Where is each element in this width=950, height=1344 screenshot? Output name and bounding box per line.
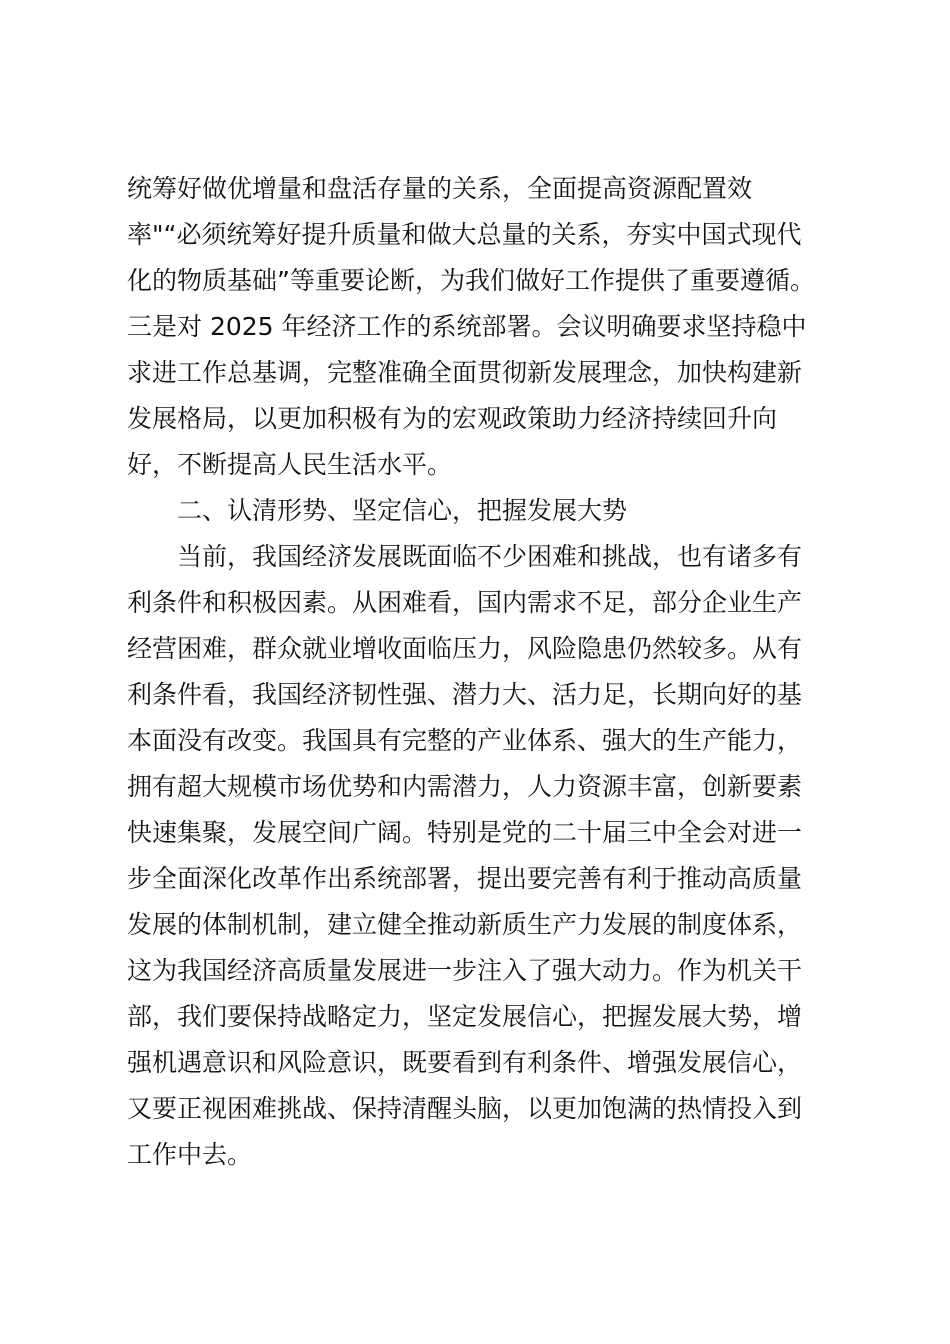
text-line: 部，我们要保持战略定力，坚定发展信心，把握发展大势，增 bbox=[127, 1002, 803, 1031]
text-line: 求进工作总基调，完整准确全面贯彻新发展理念，加快构建新 bbox=[127, 358, 803, 387]
text-line: 工作中去。 bbox=[127, 1140, 253, 1169]
text-line: 利条件看，我国经济韧性强、潜力大、活力足，长期向好的基 bbox=[127, 680, 803, 709]
text-line: 这为我国经济高质量发展进一步注入了强大动力。作为机关干 bbox=[127, 956, 803, 985]
text-line: 发展的体制机制，建立健全推动新质生产力发展的制度体系， bbox=[127, 910, 803, 939]
text-line: 拥有超大规模市场优势和内需潜力，人力资源丰富，创新要素 bbox=[127, 772, 803, 801]
text-line: 强机遇意识和风险意识，既要看到有利条件、增强发展信心， bbox=[127, 1048, 803, 1077]
text-line: 当前，我国经济发展既面临不少困难和挑战，也有诸多有 bbox=[177, 542, 803, 571]
text-line: 化的物质基础”等重要论断，为我们做好工作提供了重要遵循。 bbox=[127, 266, 815, 295]
text-line: 利条件和积极因素。从困难看，国内需求不足，部分企业生产 bbox=[127, 588, 803, 617]
text-line: 又要正视困难挑战、保持清醒头脑，以更加饱满的热情投入到 bbox=[127, 1094, 803, 1123]
body-text bbox=[127, 166, 827, 1178]
text-line: 好，不断提高人民生活水平。 bbox=[127, 450, 453, 479]
text-line: 三是对 2025 年经济工作的系统部署。会议明确要求坚持稳中 bbox=[127, 312, 807, 341]
text-line: 率"“必须统筹好提升质量和做大总量的关系，夯实中国式现代 bbox=[127, 220, 802, 249]
text-line: 统筹好做优增量和盘活存量的关系，全面提高资源配置效 bbox=[127, 174, 753, 203]
section-heading: 二、认清形势、坚定信心，把握发展大势 bbox=[177, 496, 628, 525]
text-line: 步全面深化改革作出系统部署，提出要完善有利于推动高质量 bbox=[127, 864, 803, 893]
text-line: 发展格局，以更加积极有为的宏观政策助力经济持续回升向 bbox=[127, 404, 778, 433]
text-line: 快速集聚，发展空间广阔。特别是党的二十届三中全会对进一 bbox=[127, 818, 803, 847]
text-line: 本面没有改变。我国具有完整的产业体系、强大的生产能力， bbox=[127, 726, 803, 755]
text-line: 经营困难，群众就业增收面临压力，风险隐患仍然较多。从有 bbox=[127, 634, 803, 663]
